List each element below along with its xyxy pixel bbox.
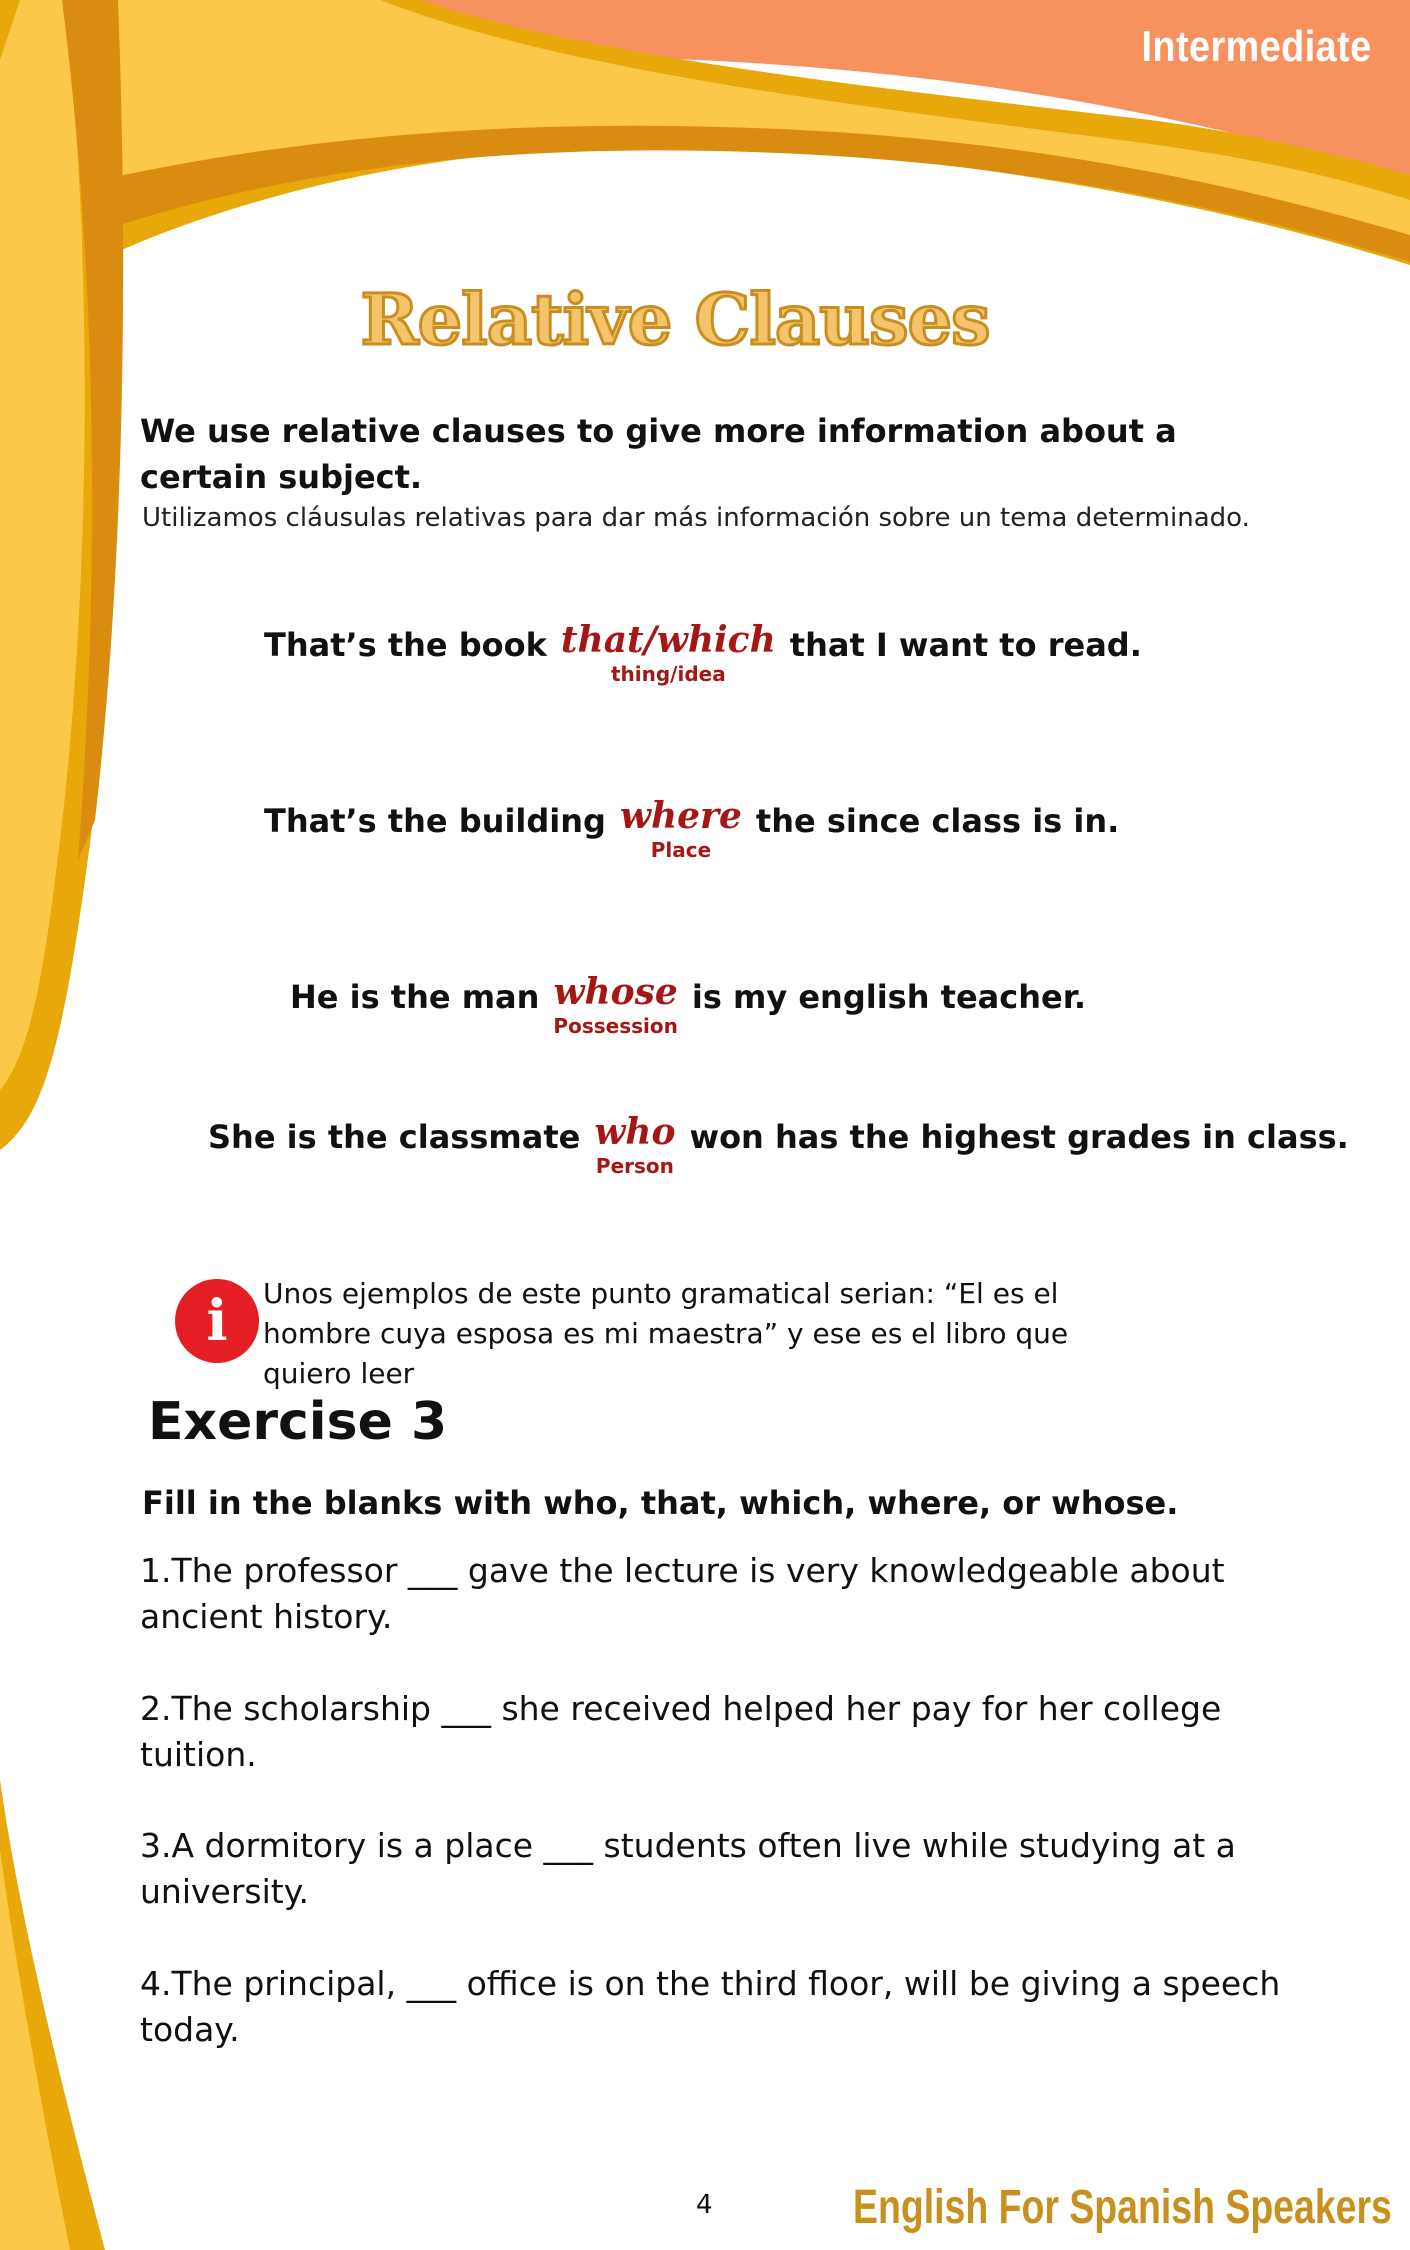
pronoun-category: Possession xyxy=(553,1014,678,1038)
intro-english: We use relative clauses to give more information about a certain subject. xyxy=(140,412,1177,496)
pronoun-word: whose xyxy=(553,971,678,1013)
sentence-start: That’s the building xyxy=(264,802,606,840)
sentence-start: That’s the book xyxy=(264,626,547,664)
exercise-item: 3.A dormitory is a place ___ students often live while studying at a university. xyxy=(140,1826,1236,1911)
pronoun-category: thing/idea xyxy=(610,662,726,686)
sentence-end: is my english teacher. xyxy=(691,978,1087,1016)
example-sentence xyxy=(208,1110,1349,1178)
exercise-item: 2.The scholarship ___ she received helped her pay for her college tuition. xyxy=(140,1689,1222,1774)
footer-brand: English For Spanish Speakers xyxy=(853,2181,1392,2234)
pronoun-word: where xyxy=(619,795,742,837)
relative-pronoun xyxy=(620,794,742,862)
pronoun-category: Place xyxy=(650,838,712,862)
sentence-start: He is the man xyxy=(290,978,540,1016)
exercise-item: 4.The principal, ___ office is on the third floor, will be giving a speech today. xyxy=(140,1964,1281,2049)
exercise-title: Exercise 3 xyxy=(148,1392,448,1452)
sentence-start: She is the classmate xyxy=(208,1118,581,1156)
example-sentence xyxy=(264,794,1119,862)
level-badge: Intermediate xyxy=(1141,22,1372,71)
example-sentence xyxy=(290,970,1086,1038)
page-title: Relative Clauses xyxy=(360,278,990,361)
info-icon: i xyxy=(175,1279,259,1363)
intro-spanish: Utilizamos cláusulas relativas para dar más información sobre un tema determinado. xyxy=(142,503,1250,533)
info-note: Unos ejemplos de este punto gramatical serian: “El es el hombre cuya esposa es mi maestra” y ese es el libro que quiero leer xyxy=(263,1277,1069,1390)
sentence-end: that I want to read. xyxy=(789,626,1142,664)
exercise-item: 1.The professor ___ gave the lecture is very knowledgeable about ancient history. xyxy=(140,1551,1225,1636)
relative-pronoun xyxy=(594,1110,675,1178)
pronoun-category: Person xyxy=(595,1154,674,1178)
example-sentence xyxy=(264,618,1142,686)
relative-pronoun xyxy=(561,618,776,686)
exercise-instruction: Fill in the blanks with who, that, which, where, or whose. xyxy=(142,1484,1179,1522)
pronoun-word: that/which xyxy=(560,619,776,661)
relative-pronoun xyxy=(553,970,677,1038)
pronoun-word: who xyxy=(594,1111,676,1153)
sentence-end: the since class is in. xyxy=(755,802,1120,840)
sentence-end: won has the highest grades in class. xyxy=(689,1118,1349,1156)
page-number: 4 xyxy=(696,2190,713,2220)
